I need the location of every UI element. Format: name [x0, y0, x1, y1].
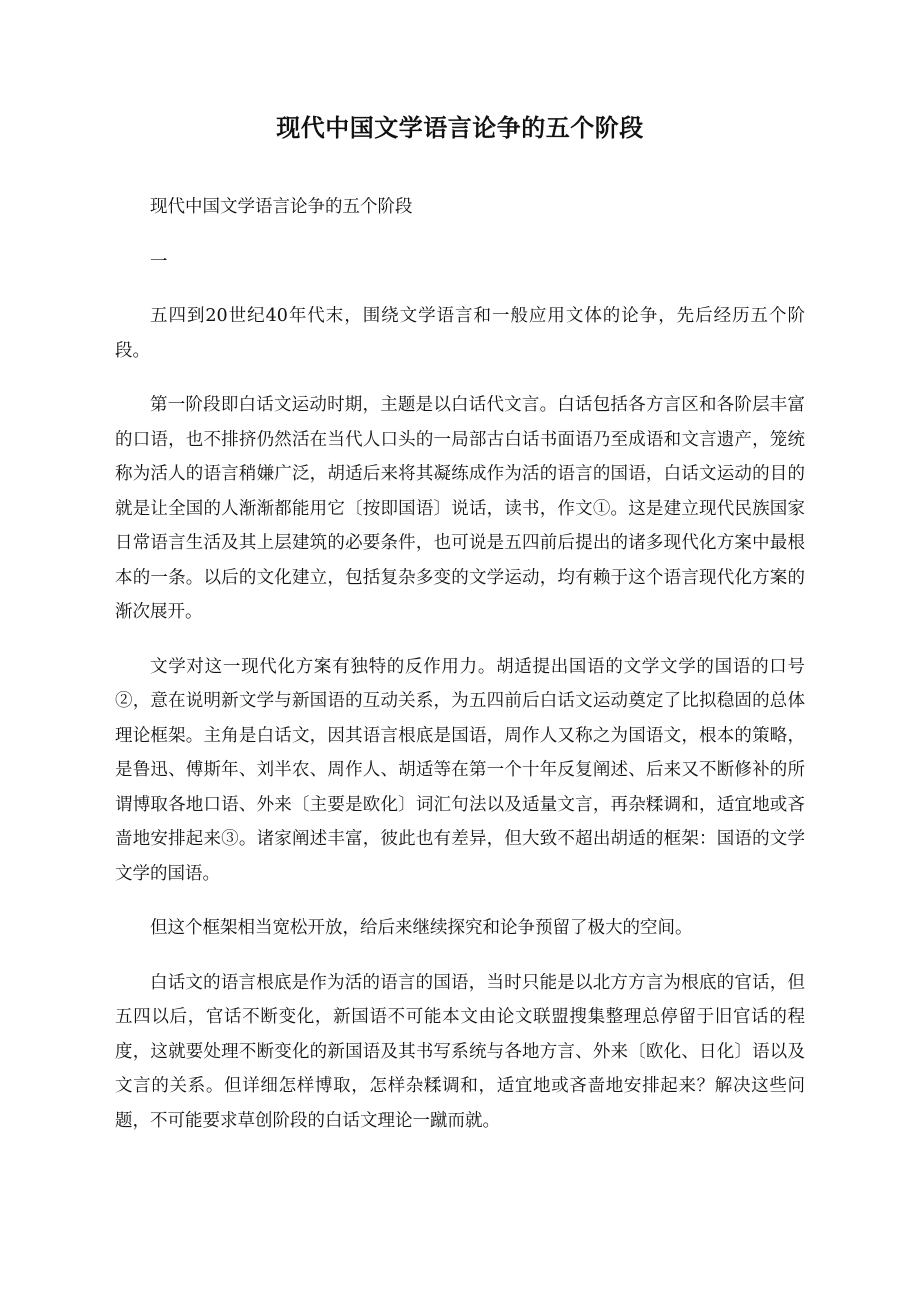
document-title: 现代中国文学语言论争的五个阶段 [276, 113, 644, 142]
body-paragraph: 文学对这一现代化方案有独特的反作用力。胡适提出国语的文学文学的国语的口号②，意在说明新文学与新国语的互动关系，为五四前后白话文运动奠定了比拟稳固的总体理论框架。主角是白话文，因其语言根底是国语，周作人又称之为国语文，根本的策略，是鲁迅、傅斯年、刘半农、周作人、胡适等在第一个十年反复阐述、后来又不断修补的所谓博取各地口语、外来〔主要是欧化〕词汇句法以及适量文言，再杂糅调和，适宜地或吝啬地安排起来③。诸家阐述丰富，彼此也有差异，但大致不超出胡适的框架：国语的文学文学的国语。 [115, 656, 805, 884]
section-number: 一 [150, 251, 168, 272]
body-paragraph: 但这个框架相当宽松开放，给后来继续探究和论争预留了极大的空间。 [150, 918, 693, 938]
subtitle-paragraph: 现代中国文学语言论争的五个阶段 [150, 197, 413, 217]
body-paragraph: 白话文的语言根底是作为活的语言的国语，当时只能是以北方方言为根底的官话，但五四以后，官话不断变化，新国语不可能本文由论文联盟搜集整理总停留于旧官话的程度，这就要处理不断变化的新国语及其书写系统与各地方言、外来〔欧化、日化〕语以及文言的关系。但详细怎样博取，怎样杂糅调和，适宜地或吝啬地安排起来？解决这些问题，不可能要求草创阶段的白话文理论一蹴而就。 [115, 972, 805, 1131]
body-paragraph: 第一阶段即白话文运动时期，主题是以白话代文言。白话包括各方言区和各阶层丰富的口语，也不排挤仍然活在当代人口头的一局部古白话书面语乃至成语和文言遗产，笼统称为活人的语言稍嫌广泛，胡适后来将其凝练成作为活的语言的国语，白话文运动的目的就是让全国的人渐渐都能用它〔按即国语〕说话，读书，作文①。这是建立现代民族国家日常语言生活及其上层建筑的必要条件，也可说是五四前后提出的诸多现代化方案中最根本的一条。以后的文化建立，包括复杂多变的文学运动，均有赖于这个语言现代化方案的渐次展开。 [115, 395, 805, 622]
document-body [115, 108, 805, 1158]
body-paragraph: 五四到20世纪40年代末，围绕文学语言和一般应用文体的论争，先后经历五个阶段。 [115, 306, 805, 361]
